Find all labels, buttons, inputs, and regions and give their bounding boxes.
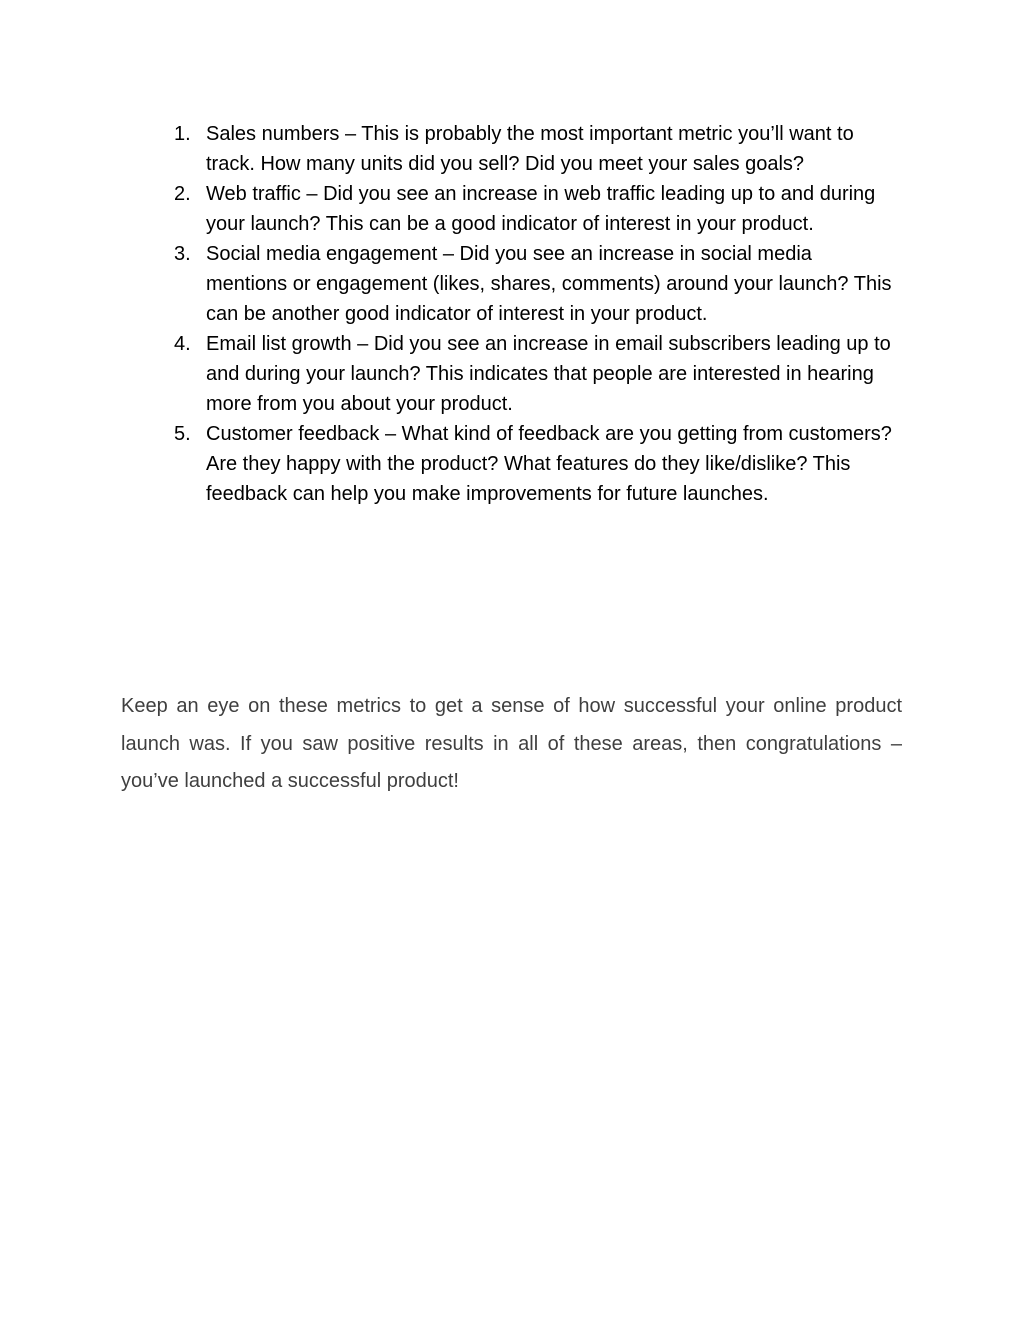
list-item bbox=[174, 119, 894, 179]
list-item-text: Web traffic – Did you see an increase in web traffic leading up to and during your launch? This can be a good indicator of interest in your product. bbox=[206, 183, 876, 235]
list-item-number: 2. bbox=[174, 183, 191, 205]
list-item-text: Sales numbers – This is probably the most important metric you’ll want to track. How many units did you sell? Did you meet your sales goals? bbox=[206, 123, 854, 175]
list-item bbox=[174, 419, 894, 509]
list-item bbox=[174, 239, 894, 329]
conclusion-paragraph: Keep an eye on these metrics to get a sense of how successful your online product launch was. If you saw positive results in all of these areas, then congratulations – you’ve launched a successful product! bbox=[121, 695, 902, 792]
list-item bbox=[174, 329, 894, 419]
list-item-number: 5. bbox=[174, 423, 191, 445]
list-item-number: 4. bbox=[174, 333, 191, 355]
metrics-list bbox=[174, 119, 894, 509]
list-item bbox=[174, 179, 894, 239]
list-item-number: 3. bbox=[174, 243, 191, 265]
list-item-text: Customer feedback – What kind of feedback are you getting from customers? Are they happy with the product? What features do they like/dislike? This feedback can help you make improvements for future launches. bbox=[206, 423, 892, 505]
list-item-number: 1. bbox=[174, 123, 191, 145]
list-item-text: Email list growth – Did you see an increase in email subscribers leading up to and during your launch? This indicates that people are interested in hearing more from you about your product. bbox=[206, 333, 891, 415]
list-item-text: Social media engagement – Did you see an increase in social media mentions or engagement (likes, shares, comments) around your launch? This can be another good indicator of interest in your product. bbox=[206, 243, 892, 325]
